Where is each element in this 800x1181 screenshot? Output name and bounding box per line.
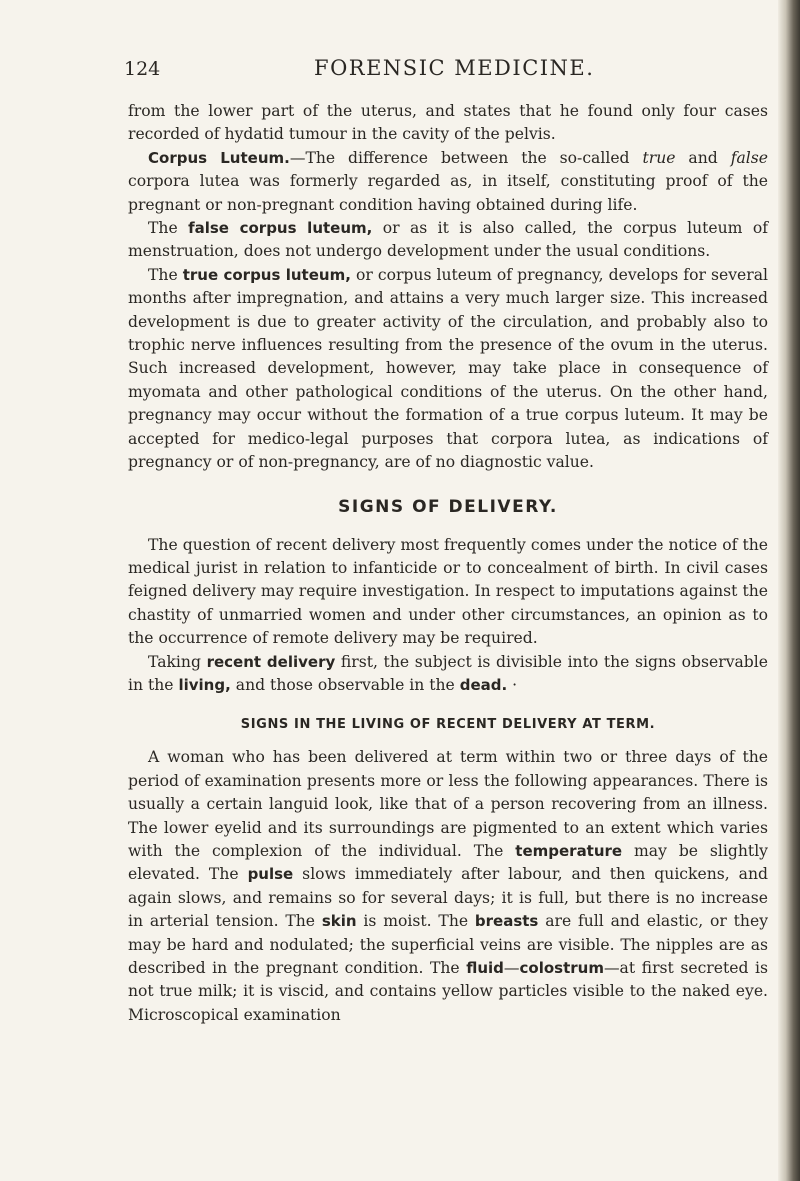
term-colostrum: colostrum <box>519 959 604 977</box>
term-recent-delivery: recent delivery <box>206 652 336 671</box>
text-span: and <box>675 148 731 167</box>
term-breasts: breasts <box>474 912 539 931</box>
text-span: corpora lutea was formerly regarded as, in itself, constituting proof of the pregnant or non-pregnant condition having obtained during life. <box>128 172 768 214</box>
text-span: and those observable in the <box>230 675 460 694</box>
term-fluid: fluid <box>466 959 504 977</box>
text-span: or corpus luteum of pregnancy, develops for several months after impregnation, and attains a very much larger size. This increased development is due to greater activity of the circulation, and probably also to trophic nerve influences resulting from the presence of the ovum in the uterus. Such increased development, however, may take place in consequence of myomata and other pathological conditions of the uterus. On the other hand, pregnancy may occur without the formation of a true corpus luteum. It may be accepted for medico-legal purposes that corpora lutea, as indications of pregnancy or of non-pregnancy, are of no diagnostic value. <box>128 265 768 472</box>
text-span: The <box>148 219 189 238</box>
term-skin: skin <box>321 912 357 931</box>
text-span: Taking <box>148 652 207 671</box>
paragraph-false-corpus-luteum <box>128 217 768 264</box>
body-text <box>128 100 768 1027</box>
term-corpus-luteum: Corpus Luteum. <box>148 148 290 167</box>
emphasis-false: false <box>730 148 768 167</box>
text-span: may be slightly elevated. The <box>128 841 768 884</box>
paragraph-recent-delivery: The question of recent delivery most frequently comes under the notice of the medical jurist in relation to infanticide or to concealment of birth. In civil cases feigned delivery may require investigation. In respect to imputations against the chastity of unmarried women and under other circumstances, an opinion as to the occurrence of remote delivery may be required. <box>128 535 768 648</box>
term-false-corpus-luteum: false corpus luteum, <box>188 219 373 238</box>
text-span: —The difference between the so-called <box>289 148 643 167</box>
section-heading-signs-of-delivery: SIGNS OF DELIVERY. <box>338 496 558 517</box>
paragraph-hydatid: from the lower part of the uterus, and states that he found only four cases recorded of hydatid tumour in the cavity of the pelvis. <box>128 102 768 144</box>
page-edge-shadow <box>778 0 800 1181</box>
text-span: slows immediately after labour, and then quickens, and again slows, and remains so for several days; it is full, but there is no increase in arterial tension. The <box>128 865 768 931</box>
page-header <box>124 52 724 82</box>
emphasis-true: true <box>642 148 676 167</box>
page-number: 124 <box>124 58 161 80</box>
running-head: FORENSIC MEDICINE. <box>314 56 595 80</box>
text-span: first, the subject is divisible into the signs observable in the <box>128 652 768 694</box>
text-span: or as it is also called, the corpus luteum of menstruation, does not undergo development under the usual conditions. <box>128 219 768 261</box>
paragraph-taking-recent-delivery <box>128 651 768 698</box>
text-span: — <box>503 959 520 977</box>
term-true-corpus-luteum: true corpus luteum, <box>182 265 351 284</box>
paragraph-true-corpus-luteum <box>128 264 768 475</box>
text-span: are full and elastic, or they may be hard and nodulated; the superficial veins are visible. The nipples are as described in the pregnant condition. The <box>128 912 768 977</box>
term-living: living, <box>178 675 231 694</box>
text-span: is moist. The <box>356 912 475 931</box>
term-temperature: temperature <box>515 841 623 860</box>
term-pulse: pulse <box>247 865 294 884</box>
section-heading-signs-in-living: SIGNS IN THE LIVING OF RECENT DELIVERY AT TERM. <box>240 717 656 733</box>
term-dead: dead. <box>459 675 508 694</box>
paragraph-woman-delivered <box>128 746 768 1027</box>
text-span: The <box>148 265 183 284</box>
paragraph-corpus-luteum <box>128 147 768 217</box>
text-span: A woman who has been delivered at term within two or three days of the period of examination presents more or less the following appearances. There is usually a certain languid look, like that of a person recovering from an illness. The lower eyelid and its surroundings are pigmented to an extent which varies with the complexion of the individual. The <box>128 748 768 860</box>
text-span: · <box>507 675 518 694</box>
text-span: —at first secreted is not true milk; it is viscid, and contains yellow particles visible to the naked eye. Microscopical examination <box>128 959 769 1024</box>
